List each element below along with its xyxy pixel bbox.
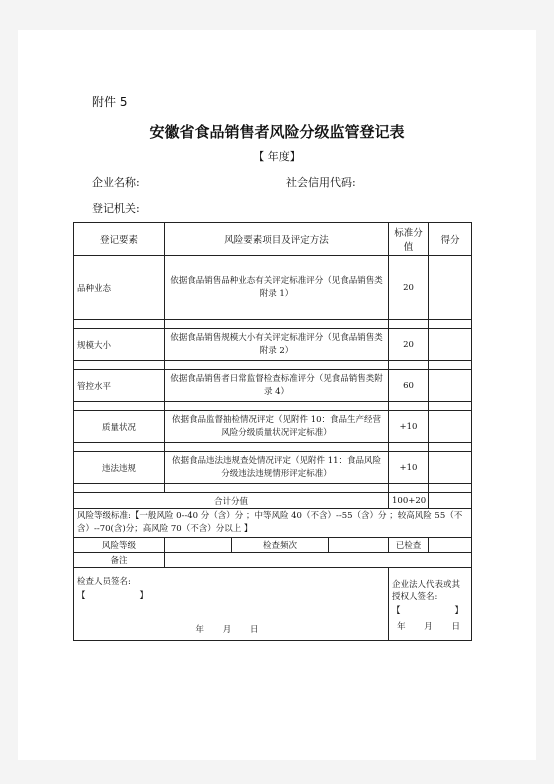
remarks-value[interactable] [165, 553, 472, 568]
document-title: 安徽省食品销售者风险分级监管登记表 [149, 123, 405, 141]
row-element: 品种业态 [74, 256, 165, 320]
row-method: 依据食品销售者日常监督检查标准评分（见食品销售类附录 4） [165, 370, 389, 402]
table-header-row [74, 223, 472, 256]
spacer-row [74, 402, 472, 411]
header-standard-score: 标准分值 [389, 223, 429, 256]
table-row [74, 411, 472, 443]
remarks-row [74, 553, 472, 568]
row-standard-score: 60 [389, 370, 429, 402]
inner-frequency-table [165, 538, 388, 552]
enterprise-sign-label: 企业法人代表或其授权人签名: [392, 580, 461, 602]
signature-row [74, 568, 472, 641]
row-element: 违法违规 [74, 452, 165, 484]
risk-standard-text: 风险等级标准:【一般风险 0--40 分（含）分 ；中等风险 40（不含）--55（含）分 ；较高风险 55（不含）--70(含)分；高风险 70（不含）分以上 】 [74, 509, 472, 538]
table-row [74, 256, 472, 320]
risk-level-frequency-cell [165, 538, 389, 553]
table-row [74, 329, 472, 361]
row-method: 依据食品销售规模大小有关评定标准评分（见食品销售类附录 2） [165, 329, 389, 361]
total-label: 合计分值 [74, 493, 389, 509]
bracket-open: 【 [77, 591, 86, 601]
inspector-signature-cell[interactable] [74, 568, 389, 641]
inspect-frequency-label: 检查频次 [232, 538, 329, 552]
authority-label: 登记机关: [92, 202, 140, 215]
total-score-cell[interactable] [429, 493, 472, 509]
remarks-label: 备注 [74, 553, 165, 568]
bracket-open: 【 [392, 606, 401, 616]
row-method: 依据食品违法违规查处情况评定（见附件 11：食品风险分级违法违规情形评定标准） [165, 452, 389, 484]
inspector-sign-date: 年 月 日 [195, 625, 267, 635]
inspector-sign-label: 检查人员签名: [77, 577, 131, 587]
enterprise-signature-cell[interactable] [389, 568, 472, 641]
row-standard-score: +10 [389, 452, 429, 484]
total-row [74, 493, 472, 509]
risk-level-value[interactable] [165, 538, 232, 552]
bracket-close: 】 [139, 591, 149, 601]
row-standard-score: +10 [389, 411, 429, 443]
enterprise-name-label: 企业名称: [92, 176, 140, 189]
row-score-cell[interactable] [429, 256, 472, 320]
total-value: 100+20 [389, 493, 429, 509]
inspect-frequency-value[interactable] [329, 538, 389, 552]
header-element: 登记要素 [74, 223, 165, 256]
bracket-close: 】 [454, 606, 464, 616]
spacer-row [74, 443, 472, 452]
header-score: 得分 [429, 223, 472, 256]
row-method: 依据食品监督抽检情况评定（见附件 10：食品生产经营风险分级质量状况评定标准） [165, 411, 389, 443]
row-element: 质量状况 [74, 411, 165, 443]
enterprise-sign-date: 年 月 日 [397, 622, 468, 632]
header-method: 风险要素项目及评定方法 [165, 223, 389, 256]
table-row [74, 370, 472, 402]
row-standard-score: 20 [389, 256, 429, 320]
row-score-cell[interactable] [429, 411, 472, 443]
inspected-value[interactable] [429, 538, 472, 553]
attachment-number: 附件 5 [92, 95, 128, 109]
spacer-row [74, 484, 472, 493]
row-element: 管控水平 [74, 370, 165, 402]
year-line: 【 年度】 [253, 150, 301, 163]
spacer-row [74, 361, 472, 370]
row-score-cell[interactable] [429, 329, 472, 361]
row-element: 规模大小 [74, 329, 165, 361]
inspected-label: 已检查 [389, 538, 429, 553]
row-method: 依据食品销售品种业态有关评定标准评分（见食品销售类附录 1） [165, 256, 389, 320]
table-row [74, 452, 472, 484]
row-score-cell[interactable] [429, 370, 472, 402]
risk-standard-row [74, 509, 472, 538]
row-score-cell[interactable] [429, 452, 472, 484]
row-standard-score: 20 [389, 329, 429, 361]
risk-level-row [74, 538, 472, 553]
risk-registration-table [73, 222, 472, 641]
spacer-row [74, 320, 472, 329]
inspector-sign-brackets [77, 589, 385, 601]
credit-code-label: 社会信用代码: [286, 176, 356, 189]
risk-level-label: 风险等级 [74, 538, 165, 553]
enterprise-sign-brackets [392, 604, 468, 616]
